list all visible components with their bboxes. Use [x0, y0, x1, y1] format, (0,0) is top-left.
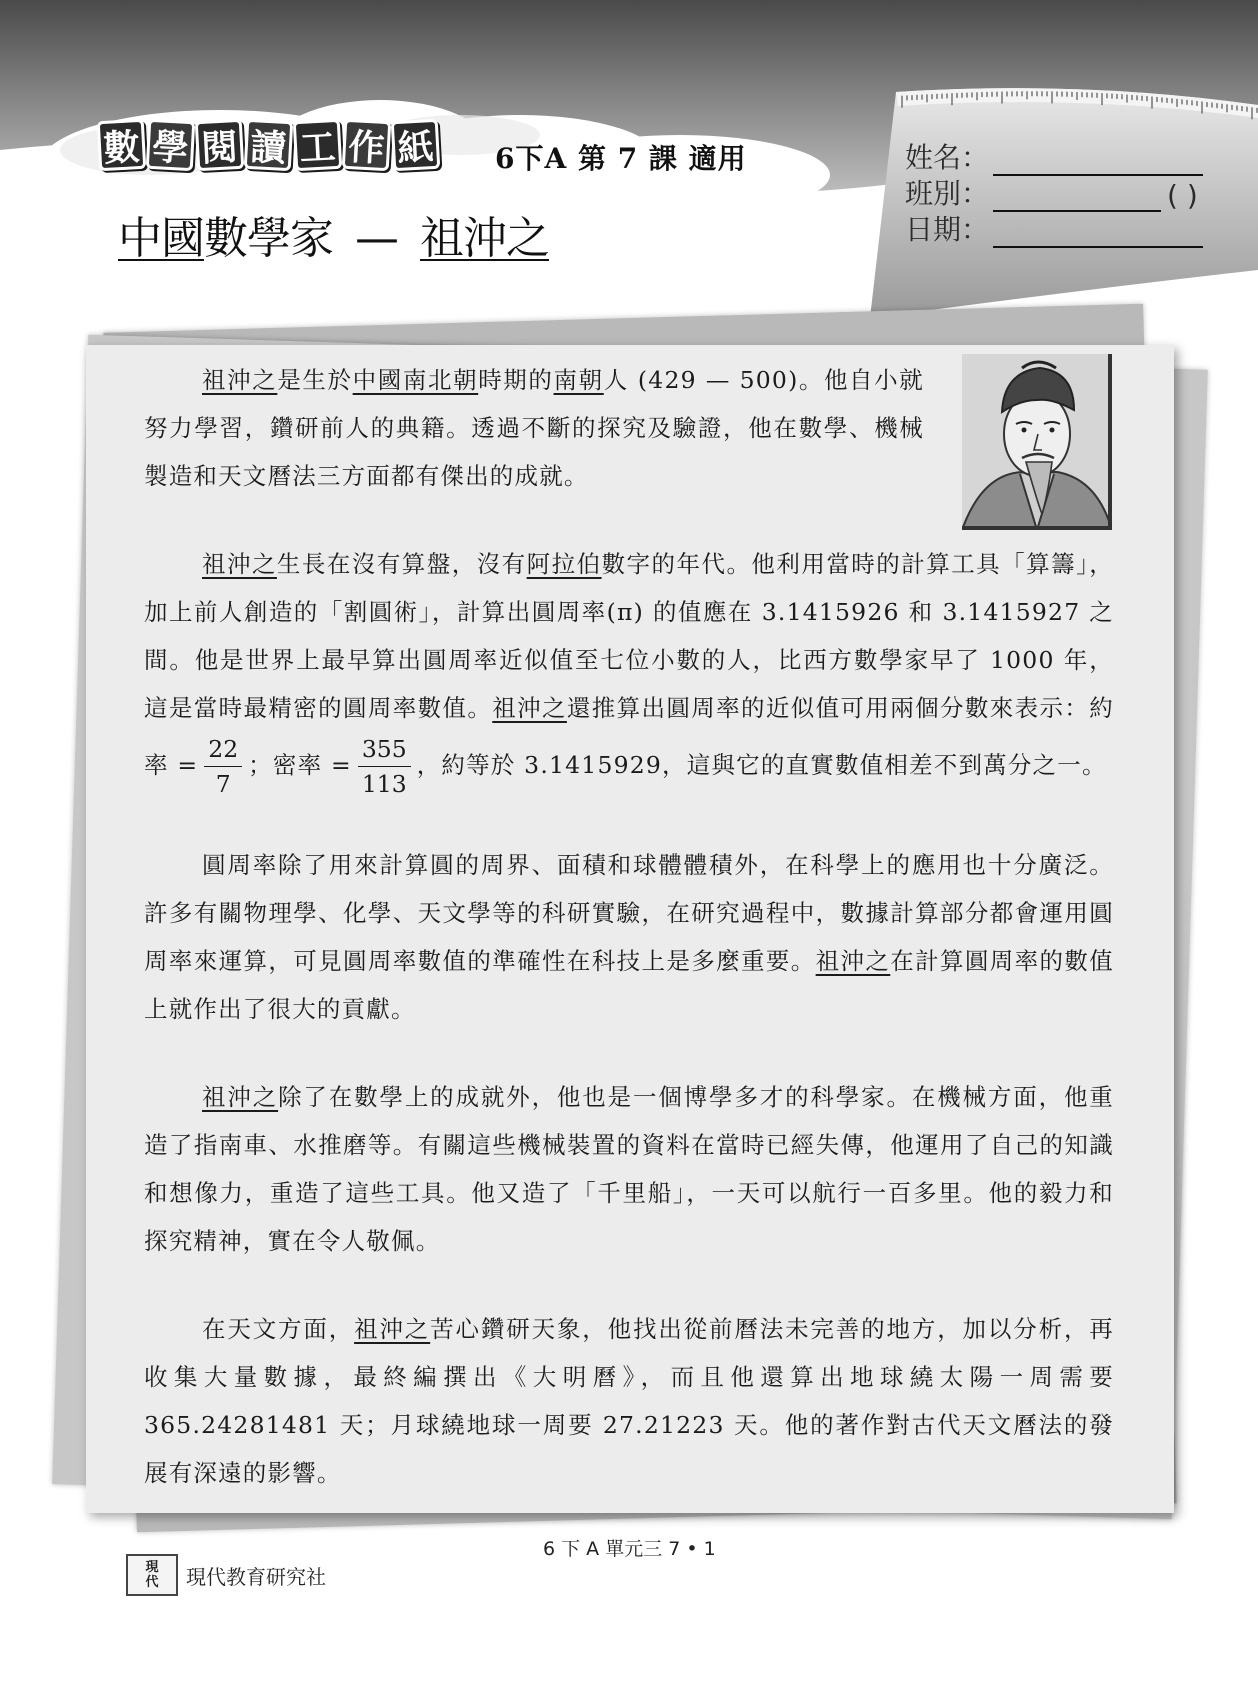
proper-noun: 祖沖之	[202, 550, 277, 578]
name-label: 姓名：	[905, 141, 990, 174]
fraction-milv	[358, 732, 411, 801]
fraction-denominator: 7	[215, 770, 231, 798]
paragraph-pi	[144, 540, 1114, 801]
text-run: 數字的年代。他利用當時的計算工具「算籌」，加上前人創造的「割圓術」，計算出圓周率(π) 的值應在 3.1415926 和 3.1415927 之間。他是世界上最早算出圓周率近似值至七位小數的人，比西方數學家早了 1000 年，這是當時最精密的圓周率數值。	[144, 550, 1114, 722]
series-logo	[98, 120, 439, 170]
publisher-mark-char: 現	[145, 1560, 159, 1575]
text-run: ；密率 =	[248, 751, 352, 779]
text-run: 在天文方面，	[202, 1315, 355, 1343]
proper-noun: 祖沖之	[202, 1083, 279, 1111]
text-run: 苦心鑽研天象，他找出從前曆法未完善的地方，加以分析，再收集大量數據，最終編撰出《大明曆》，而且他還算出地球繞太陽一周需要 365.24281481 天；月球繞地球一周要 27.21223 天。他的著作對古代天文曆法的發展有深遠的影響。	[144, 1315, 1114, 1487]
student-info-card	[905, 140, 1225, 248]
page-number: 6 下 A 單元三 7 • 1	[543, 1538, 716, 1560]
title-dash: —	[355, 213, 398, 264]
title-subject: 數學家	[204, 213, 333, 264]
text-run: 除了在數學上的成就外，他也是一個博學多才的科學家。在機械方面，他重造了指南車、水推磨等。有關這些機械裝置的資料在當時已經失傳，他運用了自己的知識和想像力，重造了這些工具。他又造了「千里船」，一天可以航行一百多里。他的毅力和探究精神，實在令人敬佩。	[144, 1083, 1114, 1255]
series-logo-char: 作	[342, 119, 392, 171]
series-logo-char: 學	[146, 119, 196, 171]
class-field[interactable]	[993, 184, 1161, 212]
name-row	[905, 140, 1225, 176]
text-run: 還推算出圓周率的近似值可用兩個分數來表示：約率 =	[144, 694, 1114, 779]
publisher-logo-icon	[126, 1554, 178, 1596]
proper-noun: 祖沖之	[354, 1315, 431, 1343]
paragraph-intro	[144, 356, 924, 500]
text-run: 人 (429 — 500)。他自小就努力學習，鑽研前人的典籍。透過不斷的探究及驗證，他在數學、機械製造和天文曆法三方面都有傑出的成就。	[144, 366, 924, 490]
fraction-denominator: 113	[361, 770, 407, 798]
proper-noun: 中國南北朝	[352, 366, 479, 394]
text-run: 生長在沒有算盤，沒有	[276, 550, 527, 578]
series-logo-char: 數	[97, 119, 147, 171]
proper-noun: 祖沖之	[815, 947, 891, 975]
class-row	[905, 176, 1225, 212]
series-logo-char: 讀	[244, 119, 294, 171]
text-run: 在計算圓周率的數值上就作出了很大的貢獻。	[144, 947, 1114, 1023]
series-logo-char: 紙	[391, 119, 441, 171]
fraction-numerator: 355	[358, 732, 411, 767]
page-title	[118, 202, 549, 266]
proper-noun: 祖沖之	[492, 694, 567, 722]
date-label: 日期：	[905, 213, 990, 246]
date-row	[905, 212, 1225, 248]
class-label: 班別：	[905, 177, 990, 210]
series-logo-char: 閱	[195, 119, 245, 171]
lesson-tag: 6下A 第 7 課 適用	[495, 142, 747, 175]
publisher-mark-char: 代	[145, 1575, 159, 1590]
fraction-yuelv	[204, 732, 242, 801]
article-body	[144, 356, 1114, 1537]
proper-noun: 阿拉伯	[526, 550, 602, 578]
class-number-field[interactable]: ( )	[1167, 179, 1198, 212]
title-person: 祖沖之	[420, 213, 549, 264]
publisher	[126, 1554, 326, 1596]
text-run: ，約等於 3.1415929，這與它的直實數值相差不到萬分之一。	[416, 751, 1107, 779]
proper-noun: 南朝	[553, 366, 604, 394]
paragraph-mechanics	[144, 1073, 1114, 1265]
fraction-numerator: 22	[204, 732, 242, 767]
date-field[interactable]	[993, 220, 1203, 248]
text-run: 是生於	[277, 366, 353, 394]
publisher-name: 現代教育研究社	[186, 1564, 326, 1589]
paragraph-astronomy	[144, 1305, 1114, 1497]
paragraph-applications	[144, 841, 1114, 1033]
text-run: 圓周率除了用來計算圓的周界、面積和球體體積外，在科學上的應用也十分廣泛。許多有關物理學、化學、天文學等的科研實驗，在研究過程中，數據計算部分都會運用圓周率來運算，可見圓周率數值的準確性在科技上是多麼重要。	[144, 851, 1114, 975]
proper-noun: 祖沖之	[202, 366, 278, 394]
series-logo-char: 工	[293, 119, 343, 171]
name-field[interactable]	[993, 148, 1203, 176]
title-country: 中國	[118, 213, 204, 264]
text-run: 時期的	[478, 366, 554, 394]
